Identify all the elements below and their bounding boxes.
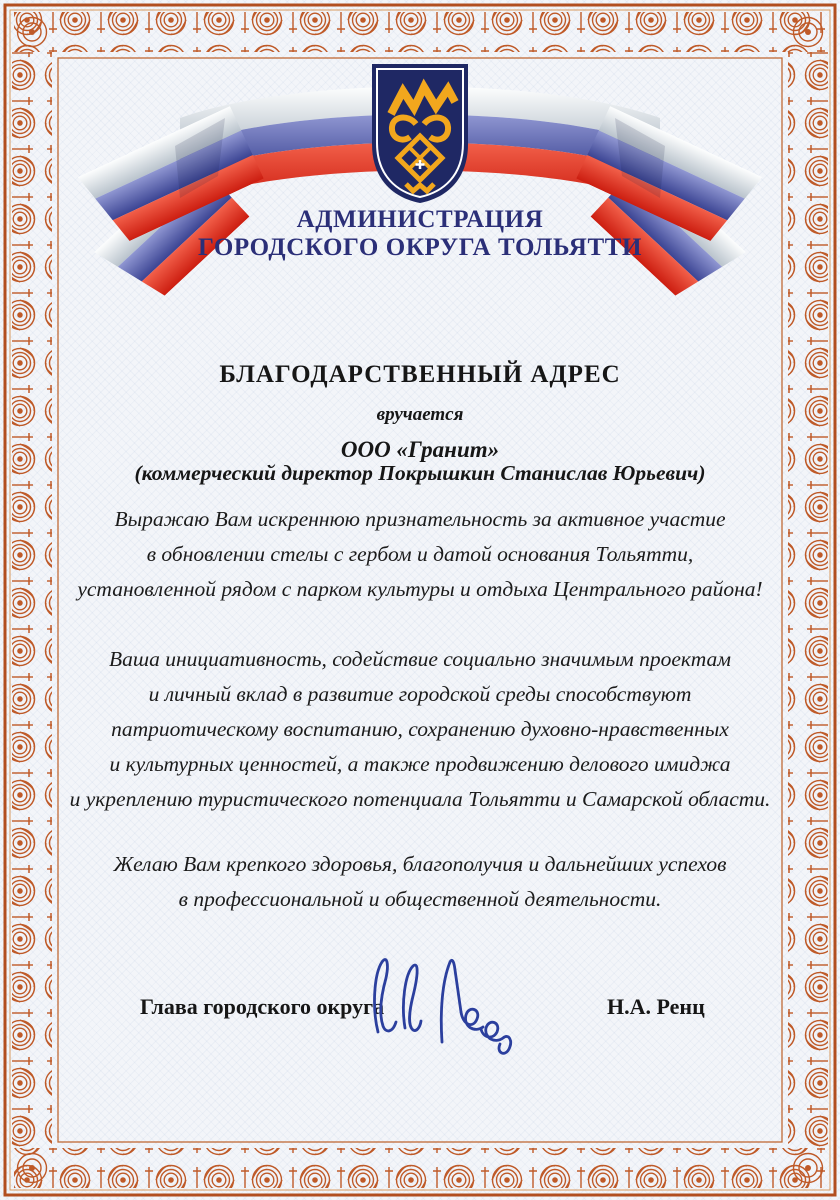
recipient-company: ООО «Гранит»: [340, 437, 500, 462]
handwritten-signature: [360, 950, 525, 1060]
paragraph-2: [0, 642, 840, 817]
paragraph-3: [0, 847, 840, 917]
recipient-person: (коммерческий директор Покрышкин Станислав Юрьевич): [134, 461, 706, 485]
signer-title: Глава городского округа: [140, 994, 385, 1019]
document-title: БЛАГОДАРСТВЕННЫЙ АДРЕС: [219, 361, 621, 388]
tolyatti-coat-of-arms-icon: [372, 64, 468, 203]
paragraph-1: [0, 502, 840, 607]
russian-flag-ribbon: [70, 58, 770, 308]
paragraph-line: и личный вклад в развитие городской среды способствуют: [148, 682, 692, 706]
paragraph-line: Ваша инициативность, содействие социально значимым проектам: [109, 647, 731, 671]
org-name-line2: ГОРОДСКОГО ОКРУГА ТОЛЬЯТТИ: [197, 234, 643, 261]
paragraph-line: и культурных ценностей, а также продвижению делового имиджа: [109, 752, 731, 776]
paragraph-line: и укреплению туристического потенциала Тольятти и Самарской области.: [69, 787, 771, 811]
paragraph-line: в профессиональной и общественной деятельности.: [178, 887, 662, 911]
paragraph-line: в обновлении стелы с гербом и датой основания Тольятти,: [146, 542, 694, 566]
presented-label: вручается: [376, 404, 464, 425]
paragraph-line: установленной рядом с парком культуры и отдыха Центрального района!: [77, 577, 763, 601]
org-name-line1: АДМИНИСТРАЦИЯ: [296, 206, 544, 233]
paragraph-line: патриотическому воспитанию, сохранению духовно-нравственных: [111, 717, 729, 741]
signer-name: Н.А. Ренц: [607, 994, 705, 1019]
paragraph-line: Желаю Вам крепкого здоровья, благополучия и дальнейших успехов: [113, 852, 727, 876]
paragraph-line: Выражаю Вам искреннюю признательность за активное участие: [114, 507, 726, 531]
